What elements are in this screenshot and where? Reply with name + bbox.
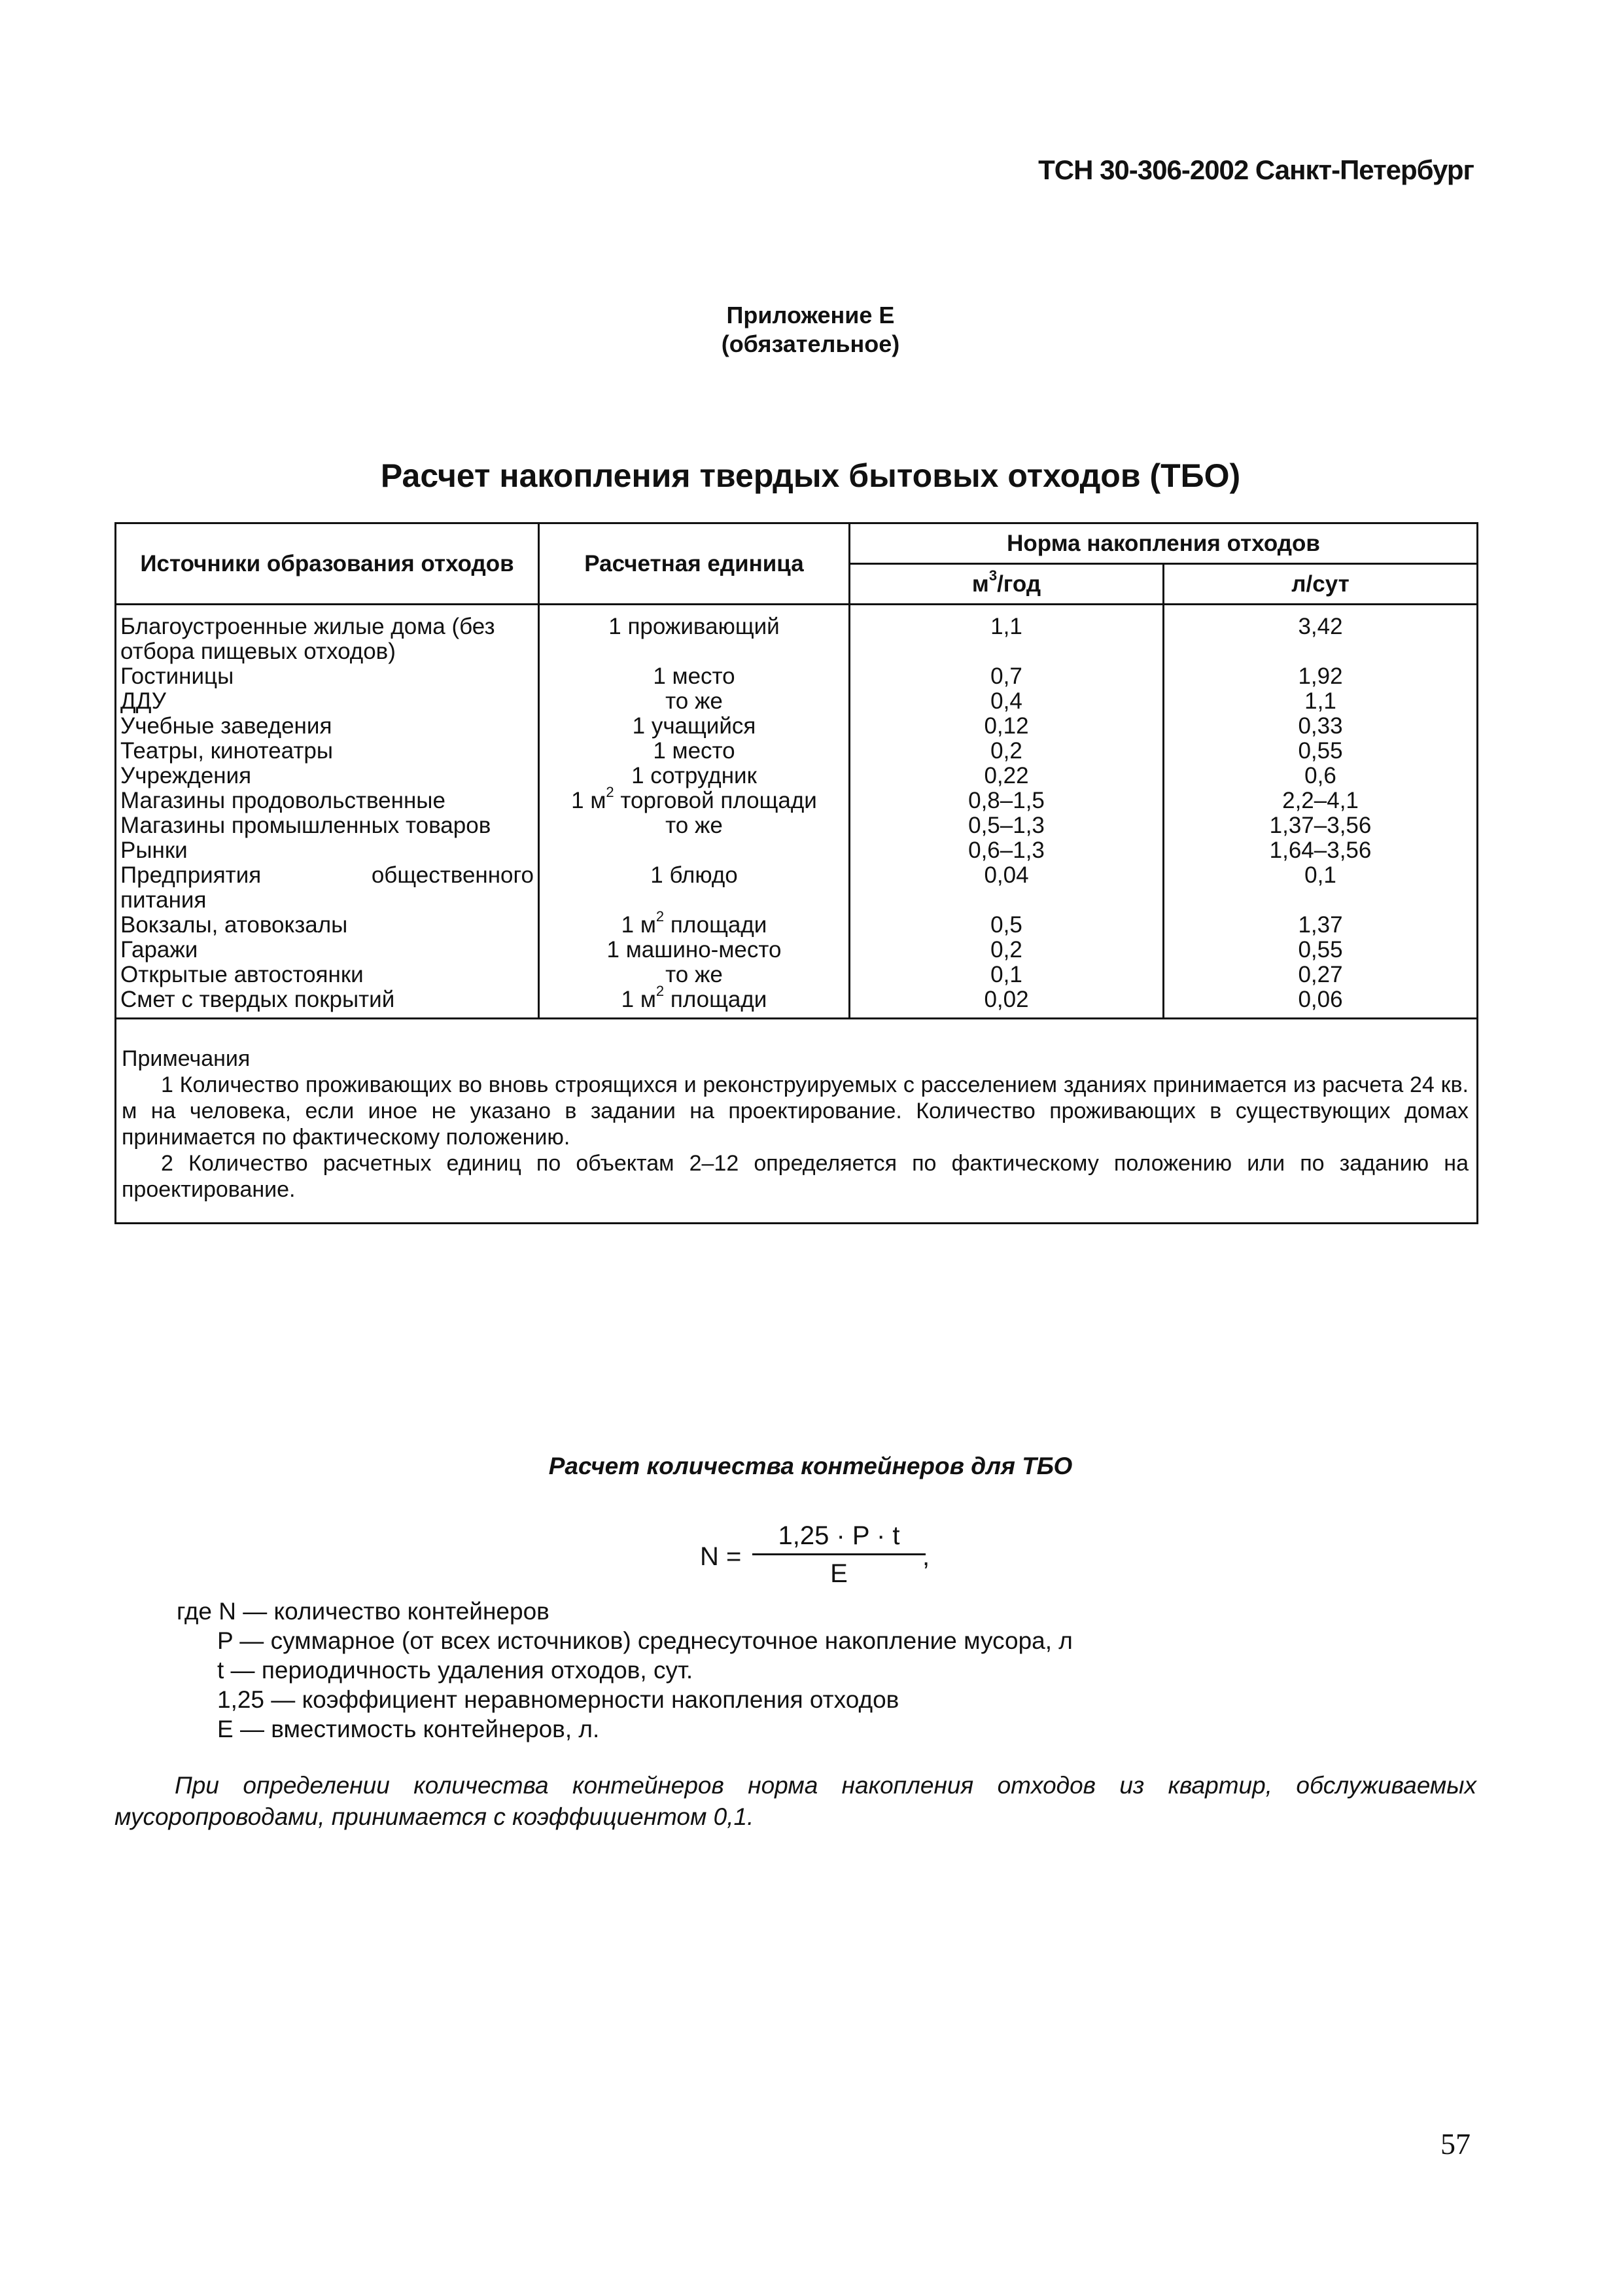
definition-t: t — периодичность удаления отходов, сут.: [217, 1657, 693, 1684]
table-row: [116, 739, 1478, 764]
row-source: Гаражи: [116, 938, 539, 963]
row-unit: 1 $м^2$ торговой площади: [539, 788, 850, 813]
row-source: Гостиницы: [116, 664, 539, 689]
table-row: [116, 987, 1478, 1019]
definition-p: P — суммарное (от всех источников) среднесуточное накопление мусора, л: [217, 1627, 1073, 1654]
row-source: Благоустроенные жилые дома (без отбора пищевых отходов): [116, 605, 539, 665]
definition-n: где N — количество контейнеров: [177, 1598, 549, 1625]
definition-e: E — вместимость контейнеров, л.: [217, 1716, 600, 1742]
table-row: [116, 664, 1478, 689]
row-source: Учебные заведения: [116, 714, 539, 739]
row-unit: 1 учащийся: [539, 714, 850, 739]
row-m3: 0,5–1,3: [850, 813, 1164, 838]
document-code: ТСН 30-306-2002 Санкт-Петербург: [1038, 154, 1474, 185]
row-unit: то же: [539, 689, 850, 714]
row-lday: 0,55: [1164, 739, 1478, 764]
page-title: Расчет накопления твердых бытовых отходов (ТБО): [380, 457, 1241, 494]
row-m3: 0,1: [850, 963, 1164, 987]
row-unit: [539, 838, 850, 863]
row-lday: 0,1: [1164, 863, 1478, 913]
formula-numerator: 1,25 · P · t: [752, 1521, 926, 1555]
formula-lhs: N =: [700, 1542, 742, 1571]
row-m3: 0,2: [850, 938, 1164, 963]
notes-heading: Примечания: [122, 1046, 251, 1071]
containers-note: При определении количества контейнеров норма накопления отходов из квартир, обслуживаемых мусоропроводами, принимается с коэффициентом 0,1.: [114, 1772, 1476, 1830]
table-row: [116, 764, 1478, 788]
row-lday: 1,37: [1164, 913, 1478, 938]
appendix-title: Приложение Е: [726, 302, 895, 328]
table-row: [116, 963, 1478, 987]
definition-coefficient: 1,25 — коэффициент неравномерности накопления отходов: [217, 1686, 899, 1713]
table-row: [116, 813, 1478, 838]
row-source: Вокзалы, атовокзалы: [116, 913, 539, 938]
row-lday: 0,06: [1164, 987, 1478, 1019]
header-unit: Расчетная единица: [539, 523, 850, 605]
row-m3: 0,12: [850, 714, 1164, 739]
note-1: 1 Количество проживающих во вновь строящихся и реконструируемых с расселением зданиях принимается из расчета 24 кв. м на человека, если иное не указано в задании на проектирование. Количество проживающих в существующих домах принимается по фактическому положению.: [122, 1072, 1469, 1150]
table-row: [116, 689, 1478, 714]
formula-definitions: [177, 1597, 1073, 1744]
row-lday: 0,6: [1164, 764, 1478, 788]
row-unit: то же: [539, 813, 850, 838]
row-m3: 0,02: [850, 987, 1164, 1019]
row-unit: 1 место: [539, 739, 850, 764]
waste-norms-table: [114, 522, 1478, 1224]
row-lday: 2,2–4,1: [1164, 788, 1478, 813]
header-l-per-day: л/сут: [1164, 564, 1478, 605]
table-row: [116, 605, 1478, 665]
header-source: Источники образования отходов: [116, 523, 539, 605]
row-lday: 1,64–3,56: [1164, 838, 1478, 863]
row-m3: 0,22: [850, 764, 1164, 788]
table-row: [116, 863, 1478, 913]
header-m3-per-year: $м^3$/год: [850, 564, 1164, 605]
row-source: Магазины промышленных товаров: [116, 813, 539, 838]
row-unit: 1 блюдо: [539, 863, 850, 913]
table-notes: [116, 1019, 1478, 1224]
row-lday: 1,92: [1164, 664, 1478, 689]
page-number: 57: [1440, 2127, 1471, 2161]
row-source: Открытые автостоянки: [116, 963, 539, 987]
row-m3: 0,5: [850, 913, 1164, 938]
table-row: [116, 788, 1478, 813]
row-source: Театры, кинотеатры: [116, 739, 539, 764]
row-lday: 0,33: [1164, 714, 1478, 739]
row-lday: 1,37–3,56: [1164, 813, 1478, 838]
header-norm: Норма накопления отходов: [850, 523, 1478, 564]
row-m3: 0,8–1,5: [850, 788, 1164, 813]
row-m3: 0,7: [850, 664, 1164, 689]
row-unit: 1 проживающий: [539, 605, 850, 665]
row-source: Смет с твердых покрытий: [116, 987, 539, 1019]
formula-comma: ,: [922, 1542, 930, 1571]
note-2: 2 Количество расчетных единиц по объектам 2–12 определяется по фактическому положению или по заданию на проектирование.: [122, 1151, 1469, 1202]
formula-denominator: E: [830, 1559, 848, 1588]
row-lday: 0,55: [1164, 938, 1478, 963]
row-source: Учреждения: [116, 764, 539, 788]
row-unit: то же: [539, 963, 850, 987]
row-lday: 1,1: [1164, 689, 1478, 714]
containers-title: Расчет количества контейнеров для ТБО: [548, 1453, 1073, 1479]
row-unit: 1 $м^2$ площади: [539, 913, 850, 938]
row-unit: 1 сотрудник: [539, 764, 850, 788]
row-m3: 0,2: [850, 739, 1164, 764]
row-unit: 1 место: [539, 664, 850, 689]
row-m3: 1,1: [850, 605, 1164, 665]
row-source: Магазины продовольственные: [116, 788, 539, 813]
row-lday: 3,42: [1164, 605, 1478, 665]
table-row: [116, 838, 1478, 863]
table-row: [116, 938, 1478, 963]
row-m3: 0,04: [850, 863, 1164, 913]
row-unit: 1 машино-место: [539, 938, 850, 963]
row-source: Рынки: [116, 838, 539, 863]
row-unit: 1 $м^2$ площади: [539, 987, 850, 1019]
row-m3: 0,4: [850, 689, 1164, 714]
row-source: ДДУ: [116, 689, 539, 714]
table-row: [116, 714, 1478, 739]
row-lday: 0,27: [1164, 963, 1478, 987]
appendix-status: (обязательное): [721, 330, 900, 357]
row-source: Предприятия общественного питания: [116, 863, 539, 913]
row-m3: 0,6–1,3: [850, 838, 1164, 863]
table-row: [116, 913, 1478, 938]
